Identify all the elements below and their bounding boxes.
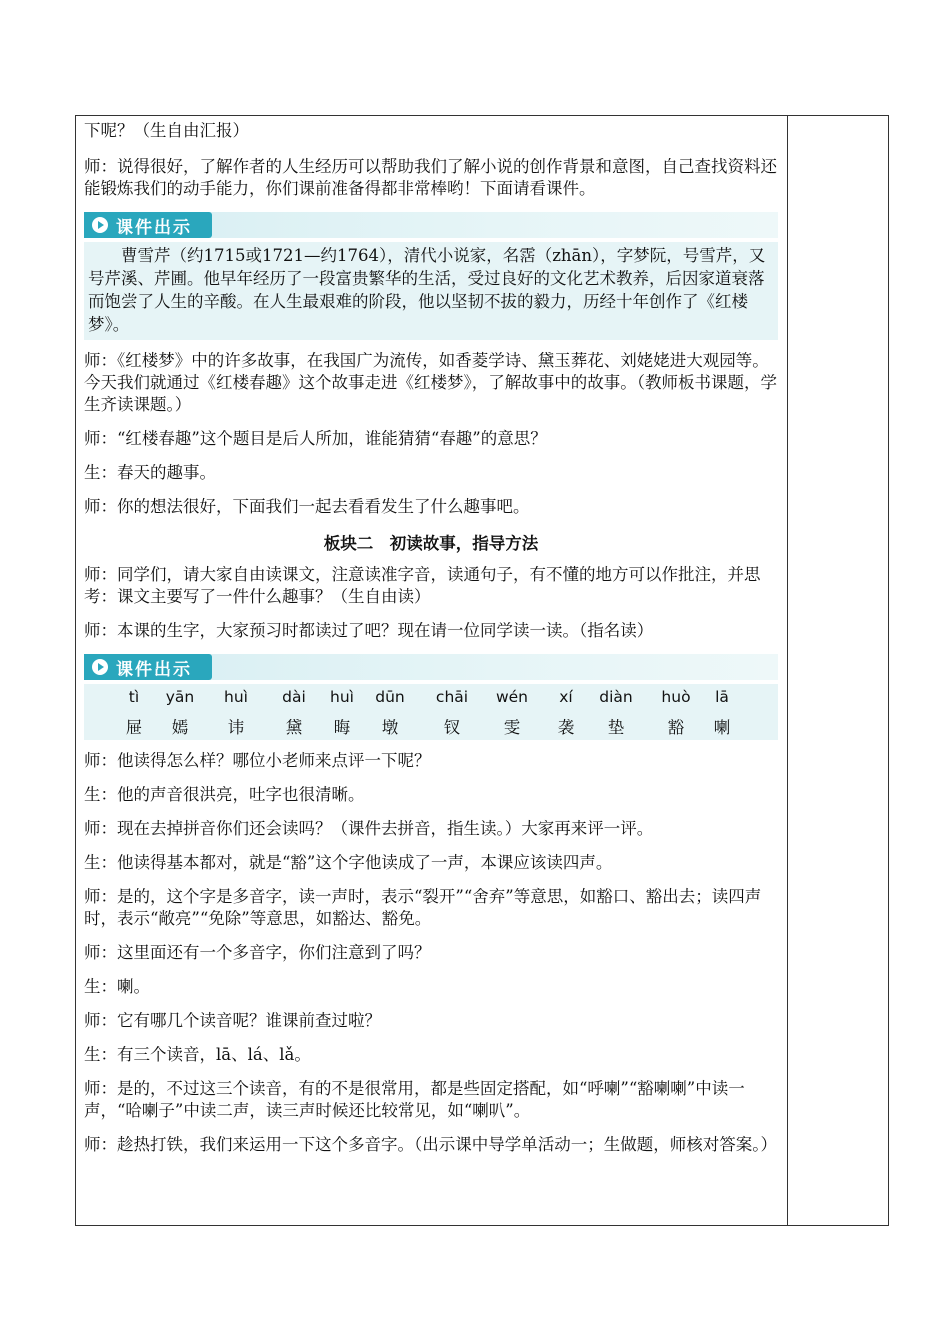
vocab-char: 钗	[443, 718, 461, 737]
vocab-pinyin: dài	[282, 688, 306, 706]
paragraph: 师：说得很好，了解作者的人生经历可以帮助我们了解小说的创作背景和意图，自己查找资料还能锻炼我们的动手能力，你们课前准备得都非常棒哟！下面请看课件。	[84, 157, 777, 198]
paragraph: 师：它有哪几个读音呢？谁课前查过啦？	[84, 1011, 381, 1030]
side-column	[787, 116, 788, 1225]
vocab-char: 晦	[333, 718, 351, 737]
vocab-pinyin-box	[84, 684, 778, 740]
author-intro: 曹雪芹（约1715或1721—约1764），清代小说家，名霑（zhān），字梦阮，号雪芹，又号芹溪、芹圃。他早年经历了一段富贵繁华的生活，受过良好的文化艺术教养，后因家道衰落而饱尝了人生的辛酸。在人生最艰难的阶段，他以坚韧不拔的毅力，历经十年创作了《红楼梦》。	[88, 246, 766, 334]
paragraph: 生：喇。	[84, 977, 150, 996]
play-icon	[92, 659, 108, 675]
paragraph: 生：他读得基本都对，就是“豁”这个字他读成了一声，本课应该读四声。	[84, 853, 613, 872]
author-intro-box	[84, 242, 778, 340]
vocab-char: 讳	[227, 718, 245, 737]
paragraph: 师：趁热打铁，我们来运用一下这个多音字。（出示课中导学单活动一；生做题，师核对答案。）	[84, 1135, 777, 1154]
lesson-content	[84, 120, 778, 1168]
vocab-char: 墩	[381, 718, 399, 737]
paragraph: 生：春天的趣事。	[84, 463, 216, 482]
paragraph: 师：他读得怎么样？哪位小老师来点评一下呢？	[84, 751, 431, 770]
banner-label: 课件出示	[116, 659, 192, 680]
vocab-char: 喇	[713, 718, 731, 737]
paragraph: 师：《红楼梦》中的许多故事，在我国广为流传，如香菱学诗、黛玉葬花、刘姥姥进大观园等。今天我们就通过《红楼春趣》这个故事走进《红楼梦》，了解故事中的故事。（教师板书课题，学生齐读课题。）	[84, 351, 777, 414]
paragraph: 师：“红楼春趣”这个题目是后人所加，谁能猜猜“春趣”的意思？	[84, 429, 547, 448]
vocab-pinyin: dūn	[375, 688, 405, 706]
vocab-pinyin: diàn	[599, 688, 633, 706]
courseware-banner	[84, 212, 778, 238]
vocab-pinyin: huì	[224, 688, 248, 706]
paragraph: 师：是的，不过这三个读音，有的不是很常用，都是些固定搭配，如“呼喇”“豁喇喇”中读一声，“哈喇子”中读二声，读三声时候还比较常见，如“喇叭”。	[84, 1079, 745, 1120]
vocab-char: 豁	[667, 718, 685, 737]
banner-tag	[84, 212, 212, 238]
lesson-table	[75, 115, 889, 1226]
vocab-pinyin: huò	[661, 688, 691, 706]
vocab-pinyin: wén	[495, 688, 529, 706]
banner-label: 课件出示	[116, 217, 192, 238]
section-title: 板块二 初读故事，指导方法	[323, 534, 539, 553]
vocab-pinyin: chāi	[435, 688, 469, 706]
banner-tag	[84, 654, 212, 680]
vocab-pinyin: huì	[330, 688, 354, 706]
vocab-pinyin: xí	[559, 688, 573, 706]
vocab-pinyin: tì	[128, 688, 140, 706]
vocab-char: 垫	[607, 718, 625, 737]
paragraph: 生：他的声音很洪亮，吐字也很清晰。	[84, 785, 365, 804]
paragraph: 生：有三个读音，lā、lá、lǎ。	[84, 1045, 311, 1064]
play-icon	[92, 217, 108, 233]
paragraph: 师：是的，这个字是多音字，读一声时，表示“裂开”“舍弃”等意思，如豁口、豁出去；读四声时，表示“敞亮”“免除”等意思，如豁达、豁免。	[84, 887, 762, 928]
vocab-char: 嫣	[171, 718, 189, 737]
courseware-banner	[84, 654, 778, 680]
vocab-pinyin: yān	[165, 688, 195, 706]
paragraph: 师：本课的生字，大家预习时都读过了吧？现在请一位同学读一读。（指名读）	[84, 621, 654, 640]
vocab-char: 雯	[503, 718, 521, 737]
vocab-char: 黛	[285, 718, 303, 737]
paragraph: 师：同学们，请大家自由读课文，注意读准字音，读通句子，有不懂的地方可以作批注，并思考：课文主要写了一件什么趣事？（生自由读）	[84, 565, 761, 606]
paragraph: 师：这里面还有一个多音字，你们注意到了吗？	[84, 943, 431, 962]
vocab-pinyin: lā	[715, 688, 729, 706]
paragraph: 师：现在去掉拼音你们还会读吗？（课件去拼音，指生读。）大家再来评一评。	[84, 819, 654, 838]
paragraph: 下呢？（生自由汇报）	[84, 121, 249, 140]
vocab-char: 袭	[557, 718, 575, 737]
vocab-char: 屉	[125, 718, 143, 737]
paragraph: 师：你的想法很好，下面我们一起去看看发生了什么趣事吧。	[84, 497, 530, 516]
